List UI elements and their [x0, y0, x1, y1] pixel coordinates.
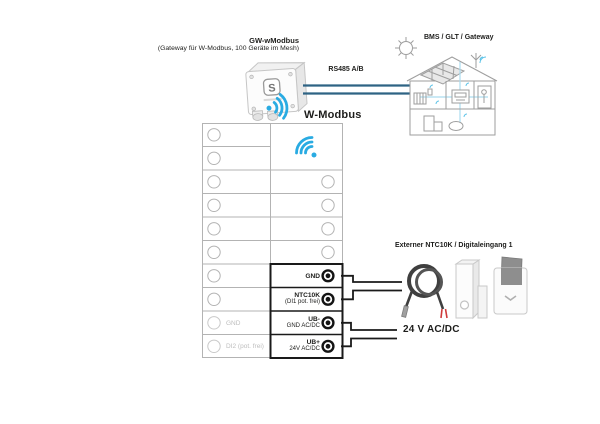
accessory-images: [402, 257, 527, 318]
terminal-label-ub-minus: UB- GND AC/DC: [286, 315, 320, 329]
wire-ub-plus: [341, 339, 397, 347]
wire-gnd: [341, 276, 402, 282]
rs485-bus-lines: [303, 86, 411, 94]
wmodbus-label: W-Modbus: [304, 109, 362, 121]
antenna-icon: [471, 53, 481, 68]
bms-label: BMS / GLT / Gateway: [424, 34, 494, 41]
connection-wires: [341, 276, 402, 347]
device-title: GW-wModbus: [249, 36, 299, 45]
control-panel-icon: [452, 90, 469, 103]
rs485-label: RS485 A/B: [328, 66, 364, 73]
sun-icon: [395, 37, 417, 59]
ub-minus-terminal-connector: [321, 316, 334, 329]
building-illustration: [395, 37, 497, 135]
ntc-probe-image: [402, 266, 447, 318]
power-label: 24 V AC/DC: [403, 324, 460, 335]
screw-icon: [291, 104, 295, 108]
keycard-holder-image: [494, 257, 527, 314]
gnd-terminal-connector: [321, 269, 334, 282]
left-label-gnd: GND: [226, 319, 241, 327]
wire-ub-minus: [341, 323, 397, 330]
screw-icon: [252, 107, 256, 111]
device-subtitle: (Gateway für W-Modbus, 100 Geräte im Mesh): [157, 45, 299, 53]
wire-ntc10k: [341, 291, 402, 300]
left-label-di2: DI2 (pot. frei): [226, 343, 264, 350]
device-header: [150, 36, 299, 54]
terminal-label-ub-plus: UB+ 24V AC/DC: [289, 339, 320, 353]
cable-gland-icon: [268, 113, 278, 120]
door-contact-image: [456, 260, 487, 318]
terminal-label-ntc10k: NTC10K (DI1 pot. frei): [284, 292, 320, 306]
ub-plus-terminal-connector: [321, 340, 334, 353]
ss-logo-letter: S: [267, 82, 276, 95]
ntc10k-terminal-connector: [321, 293, 334, 306]
accessories-label: Externer NTC10K / Digitaleingang 1: [395, 242, 513, 249]
screw-icon: [250, 75, 254, 79]
cable-gland-icon: [253, 113, 263, 120]
screw-icon: [289, 72, 293, 76]
probe-tip: [402, 306, 409, 318]
terminal-label-gnd: GND: [305, 272, 320, 280]
